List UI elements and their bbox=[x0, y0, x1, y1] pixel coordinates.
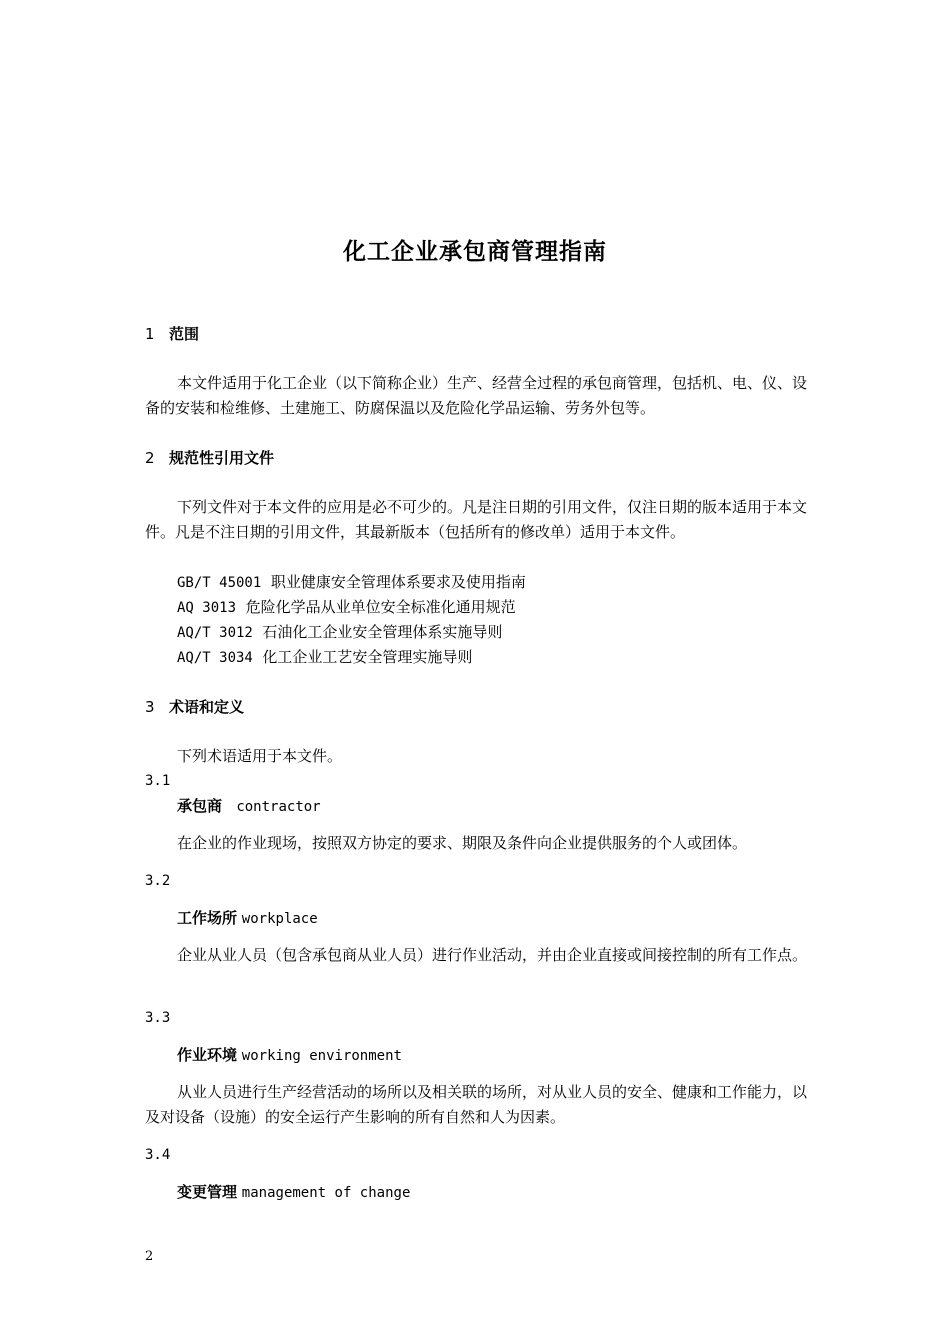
section-number: 3 bbox=[145, 698, 155, 716]
page-number: 2 bbox=[145, 1249, 154, 1264]
term-definition: 企业从业人员（包含承包商从业人员）进行作业活动，并由企业直接或间接控制的所有工作点。 bbox=[177, 946, 808, 964]
reference-item bbox=[177, 595, 516, 621]
term-chinese: 作业环境 bbox=[177, 1046, 238, 1064]
reference-item bbox=[177, 645, 472, 671]
section-title: 术语和定义 bbox=[169, 698, 245, 716]
scope-paragraph: 本文件适用于化工企业（以下简称企业）生产、经营全过程的承包商管理，包括机、电、仪、设备的安装和检维修、土建施工、防腐保温以及危险化学品运输、劳务外包等。 bbox=[145, 374, 808, 417]
section-number: 1 bbox=[145, 325, 155, 343]
reference-title: 职业健康安全管理体系要求及使用指南 bbox=[270, 573, 526, 591]
clause-number: 3.3 bbox=[145, 1010, 171, 1026]
section-heading-normative-references bbox=[145, 447, 274, 469]
term-definition: 从业人员进行生产经营活动的场所以及相关联的场所，对从业人员的安全、健康和工作能力，以及对设备（设施）的安全运行产生影响的所有自然和人为因素。 bbox=[145, 1083, 808, 1126]
term-english: workplace bbox=[241, 911, 318, 927]
term-heading bbox=[177, 1181, 410, 1204]
section-heading-terms bbox=[145, 696, 244, 718]
term-english: working environment bbox=[241, 1048, 402, 1064]
reference-code: AQ/T 3034 bbox=[177, 650, 253, 666]
reference-title: 化工企业工艺安全管理实施导则 bbox=[262, 648, 473, 666]
section-heading-scope bbox=[145, 323, 199, 345]
reference-code: AQ/T 3012 bbox=[177, 625, 253, 641]
clause-number: 3.1 bbox=[145, 773, 171, 789]
document-title: 化工企业承包商管理指南 bbox=[343, 239, 607, 265]
section-title: 范围 bbox=[169, 325, 200, 343]
term-definition: 在企业的作业现场，按照双方协定的要求、期限及条件向企业提供服务的个人或团体。 bbox=[177, 834, 748, 852]
references-intro-paragraph: 下列文件对于本文件的应用是必不可少的。凡是注日期的引用文件，仅注日期的版本适用于本文件。凡是不注日期的引用文件，其最新版本（包括所有的修改单）适用于本文件。 bbox=[145, 498, 808, 541]
terms-intro-paragraph: 下列术语适用于本文件。 bbox=[177, 747, 343, 765]
term-english: management of change bbox=[241, 1185, 411, 1201]
term-chinese: 变更管理 bbox=[177, 1183, 238, 1201]
term-chinese: 承包商 bbox=[177, 797, 223, 815]
clause-number: 3.2 bbox=[145, 873, 171, 889]
term-chinese: 工作场所 bbox=[177, 909, 238, 927]
term-heading bbox=[177, 1044, 402, 1067]
reference-title: 危险化学品从业单位安全标准化通用规范 bbox=[245, 598, 516, 616]
reference-item bbox=[177, 620, 502, 646]
clause-number: 3.4 bbox=[145, 1147, 171, 1163]
section-title: 规范性引用文件 bbox=[169, 449, 275, 467]
section-number: 2 bbox=[145, 449, 155, 467]
reference-code: GB/T 45001 bbox=[177, 575, 262, 591]
term-heading bbox=[177, 907, 318, 930]
term-heading bbox=[177, 795, 321, 818]
term-english: contractor bbox=[236, 799, 321, 815]
reference-item bbox=[177, 570, 526, 596]
reference-title: 石油化工企业安全管理体系实施导则 bbox=[262, 623, 503, 641]
reference-code: AQ 3013 bbox=[177, 600, 237, 616]
